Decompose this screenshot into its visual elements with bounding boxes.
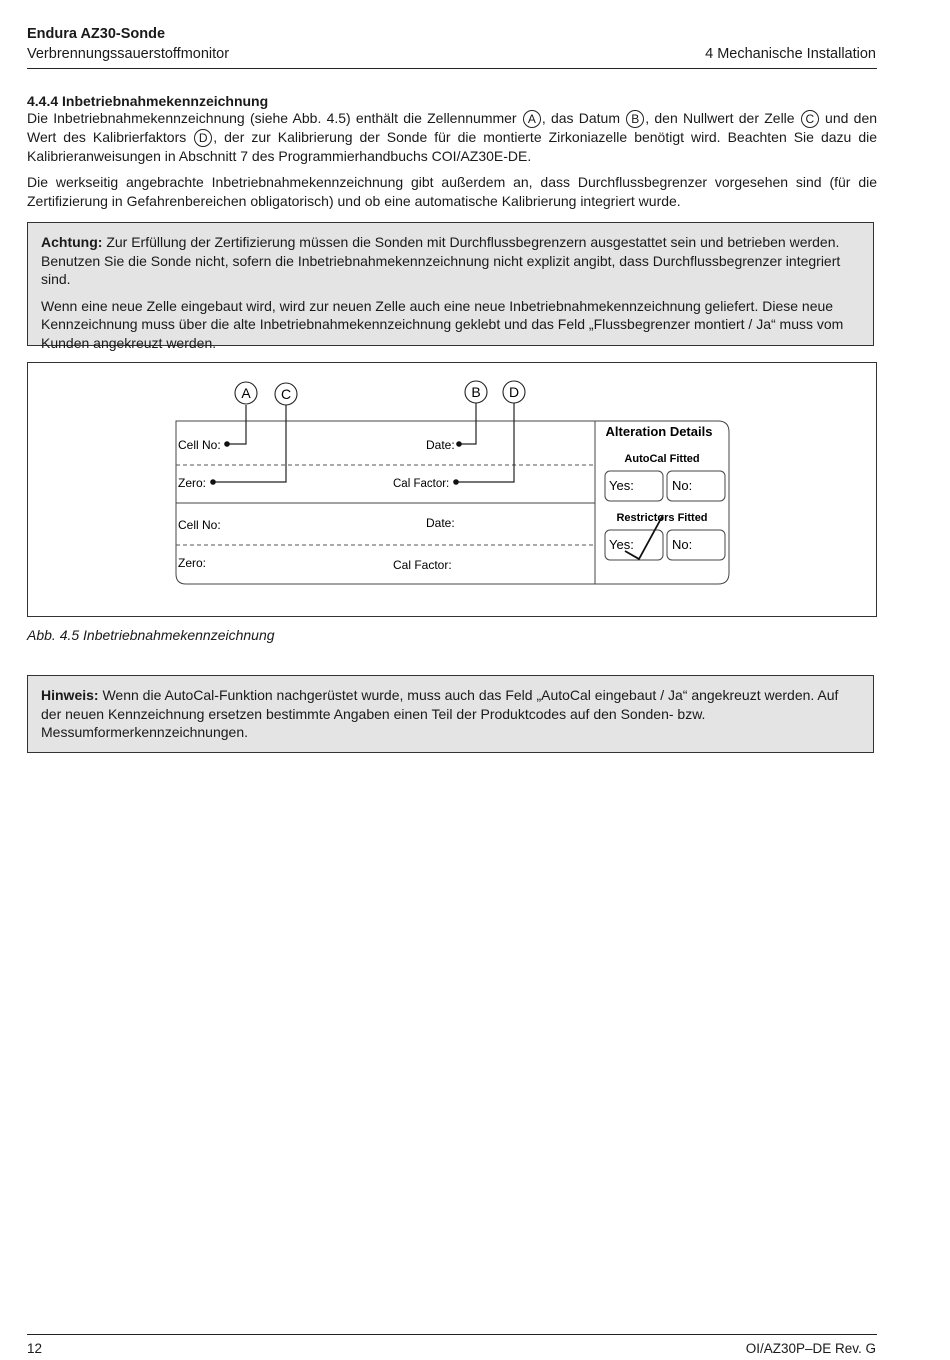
para-text: Die Inbetriebnahmekennzeichnung (siehe Abb. 4.5) enthält die Zellennummer — [27, 110, 522, 126]
autocal-no-label: No: — [672, 478, 693, 493]
document-code: OI/AZ30P–DE Rev. G — [745, 1341, 876, 1356]
date-pointer-dot — [456, 441, 462, 447]
caution-label: Achtung: — [41, 234, 103, 250]
callout-c-inline: C — [801, 110, 819, 128]
restrictors-no-label: No: — [672, 537, 693, 552]
note-text: Wenn die AutoCal-Funktion nachgerüstet wurde, muss auch das Feld „AutoCal eingebaut / Ja“ angekreuzt werden. Auf der neuen Kennzeichnung ersetzen bestimmte Angaben einen Teil der Produktcodes auf den Sonden- bzw. Messumformerkennzeichnungen. — [41, 687, 839, 740]
para-text: , das Datum — [541, 110, 626, 126]
autocal-fitted-title: AutoCal Fitted — [624, 453, 700, 465]
callout-a-inline: A — [523, 110, 541, 128]
cell-no-label: Cell No: — [178, 438, 221, 452]
date-label: Date: — [426, 438, 455, 452]
zero-pointer-dot — [210, 479, 216, 485]
section-heading: 4.4.4 Inbetriebnahmekennzeichnung — [27, 93, 269, 109]
note-box — [27, 675, 874, 753]
restrictors-yes-label: Yes: — [609, 537, 634, 552]
date-label-2: Date: — [426, 516, 455, 530]
figure-caption: Abb. 4.5 Inbetriebnahmekennzeichnung — [27, 627, 275, 643]
autocal-yes-label: Yes: — [609, 478, 634, 493]
callout-b-inline: B — [626, 110, 644, 128]
note-label: Hinweis: — [41, 687, 99, 703]
cal-factor-label: Cal Factor: — [393, 478, 450, 490]
zero-label-2: Zero: — [178, 556, 207, 570]
para-text: , der zur Kalibrierung der Sonde für die montierte Zirkoniazelle benötigt wird. Beachten Sie dazu die Kalibrieranweisungen in Abschnitt 7 des Programmierhandbuchs COI/AZ30E-DE. — [27, 129, 877, 164]
header-rule — [27, 68, 877, 69]
cal-factor-label-2: Cal Factor: — [393, 558, 452, 572]
cal-factor-pointer-dot — [453, 479, 459, 485]
para-text: und den Wert des Kalibrierfaktors — [27, 110, 878, 145]
caution-text-1: Zur Erfüllung der Zertifizierung müssen die Sonden mit Durchflussbegrenzern ausgestattet sein und betrieben werden. Benutzen Sie die Sonde nicht, sofern die Inbetriebnahmekennzeichnung nicht explizit angibt, dass Durchflussbegrenzer integriert sind. — [41, 234, 841, 287]
alteration-details-title: Alteration Details — [605, 424, 713, 439]
restrictors-fitted-title: Restrictors Fitted — [616, 512, 708, 524]
callout-a-letter: A — [241, 385, 251, 401]
cell-no-pointer-dot — [224, 441, 230, 447]
callout-b-letter: B — [471, 384, 481, 400]
zero-label: Zero: — [178, 476, 207, 490]
para-text: , den Nullwert der Zelle — [645, 110, 800, 126]
caution-box — [27, 222, 874, 351]
caution-paragraph-1 — [41, 233, 860, 289]
note-paragraph — [41, 686, 860, 742]
document-title: Endura AZ30-Sonde — [27, 26, 166, 42]
page-number: 12 — [27, 1341, 43, 1356]
chapter-title: 4 Mechanische Installation — [705, 46, 876, 62]
callout-c-letter: C — [280, 386, 292, 402]
paragraph-intro — [27, 109, 877, 166]
callout-d-letter: D — [508, 384, 520, 400]
figure-frame — [27, 362, 877, 617]
caution-paragraph-2: Wenn eine neue Zelle eingebaut wird, wird zur neuen Zelle auch eine neue Inbetriebnahmekennzeichnung geliefert. Diese neue Kennzeichnung muss über die alte Inbetriebnahmekennzeichnung geklebt und das Feld „Flussbegrenzer montiert / Ja“ muss vom Kunden angekreuzt werden. — [41, 297, 844, 351]
callout-d-inline: D — [194, 129, 212, 147]
footer-rule — [27, 1334, 877, 1335]
commissioning-label-diagram — [28, 363, 876, 616]
document-subtitle: Verbrennungssauerstoffmonitor — [27, 46, 230, 62]
cell-no-label-2: Cell No: — [178, 518, 221, 532]
paragraph-restrictors: Die werkseitig angebrachte Inbetriebnahmekennzeichnung gibt außerdem an, dass Durchflussbegrenzer vorgesehen sind (für die Zertifizierung in Gefahrenbereichen obligatorisch) und ob eine automatische Kalibrierung integriert wurde. — [27, 174, 877, 209]
